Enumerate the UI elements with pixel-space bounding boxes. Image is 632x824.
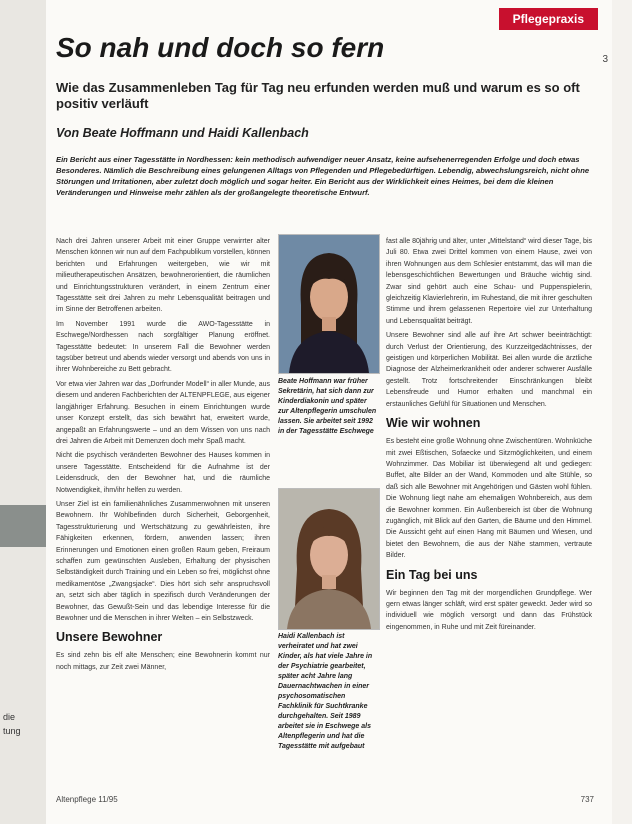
caption-hoffmann: Beate Hoffmann war früher Sekretärin, hat sich dann zur Kinderdiakonin und später zur Altenpflegerin umschulen lassen. Sie arbeitet seit 1992 in der Tagesstätte Eschwege <box>278 378 377 435</box>
heading-ein-tag-bei-uns: Ein Tag bei uns <box>386 567 478 582</box>
paragraph: Es sind zehn bis elf alte Menschen; eine Bewohnerin kommt nur noch mittags, zur Zeit zwei Männer, <box>56 652 270 671</box>
paragraph: Nicht die psychisch veränderten Bewohner des Hauses kommen in unsere Tagesstätte. Entscheidend für die Aufnahme ist der Leidensdruck, den der Bewohner hat, und die räumliche Notwendigkeit, ihm/ihr helfen zu werden. <box>56 452 270 494</box>
paragraph: Nach drei Jahren unserer Arbeit mit einer Gruppe verwirrter alter Menschen können wir nun auf dem Fachpublikum vorstellen, können berichten und Erfahrungen weitergeben, wie wir mit milieutherapeutischen Ansätzen, bewohnerorientiert, die räumlichen und Einrichtungsstrukturen verändert, in einem Zentrum einer Tagesstätte seit drei Jahren zu mehr Lebensqualität beitragen und im Sinne der Betroffenen arbeiten. <box>56 238 270 314</box>
adjacent-page-text-1: die <box>3 712 16 722</box>
page-number: 737 <box>580 795 594 804</box>
article-title: So nah und doch so fern <box>56 32 385 63</box>
paragraph: Vor etwa vier Jahren war das „Dorfrunder Modell“ in aller Munde, aus diesem und anderen Fachberichten der ALTENPFLEGE, aus eigener langjähriger Erfahrung. Besuchen in einem Einrichtungen wurde unser Konzept erstellt, das sich bewährt hat, erweitert wurde, angepaßt an Erfahrungswerte – und an dem Wissen von uns nach drei Jahren die Arbeit mit Demenzen doch mehr Spaß macht. <box>56 380 270 445</box>
paragraph: Unser Ziel ist ein familienähnliches Zusammenwohnen mit unseren Bewohnern. Ihr Wohlbefinden durch Sicherheit, Geborgenheit, Tagesstrukturierung und Wertschätzung zu gewährleisten, ihre Fähigkeiten erkennen, fördern, anwenden lassen; ihren Erinnerungen und Emotionen einen großen Raum geben, Freiraum schaffen zum gewünschten Ausleben, Erhaltung der physischen Selbständigkeit durch Training und ein Leben so frei, möglichst ohne medikamentöse „Zwangsjacke“. Dies hört sich sehr anspruchsvoll an, setzt sich aber täglich in spezifisch durch Veränderungen der Bewohner, das Gewußt-Sein und das lebendige Interesse für die Bewohner und die Menschen in ihrer Welten – ein Selbstzweck. <box>56 500 270 622</box>
caption-kallenbach: Haidi Kallenbach ist verheiratet und hat zwei Kinder, als hat viele Jahre in der Psychiatrie gearbeitet, später acht Jahre lang Dauernachtwachen in einer psychosomatischen Fachklinik für Suchtkranke durchgehalten. Seit 1989 arbeitet sie in Eschwege als Altenpflegerin und hat die Tagesstätte mit aufgebaut <box>278 633 373 750</box>
article-lead: Ein Bericht aus einer Tagesstätte in Nordhessen: kein methodisch aufwendiger neuer Ansatz, keine aufsehenerregenden Erfolge und doch etwas Besonderes. Nämlich die Beschreibung eines gelungenen Alltags von Pflegenden und Pflegebedürftigen. Lebendig, abwechslungsreich, nicht ohne Störungen und Irritationen, aber zuletzt doch möglich und sogar heiter. Ein Bericht aus der Wirklichkeit eines Heimes, bei dem die kleinen Veränderungen und Hinweise mehr zählen als der großangelegte theoretische Entwurf. <box>56 155 590 197</box>
paragraph: Es besteht eine große Wohnung ohne Zwischentüren. Wohnküche mit zwei Eßtischen, Sofaecke und Sitzmöglichkeiten, und einem Wohnzimmer. Das Mobiliar ist überwiegend alt und gediegen: Buffet, alte Bilder an der Wand, Kommoden und alte Stühle, so daß sich alle Bewohner mit Angehörigen und Gästen wohl fühlen. Die Wohnung liegt nahe am ehemaligen Wohnbereich, aus dem die Bewohner kommen. Ein Außenbereich ist über die Wohnung zugänglich, mit Blick auf den Garten, die Bäume und den Himmel. Die Aussicht geht auf einen Hang mit Bäumen und Wiesen, und bietet den Bewohnern, die aus der Nähe stammen, vertraute Bilder. <box>386 438 592 560</box>
heading-unsere-bewohner: Unsere Bewohner <box>56 630 163 645</box>
column-right <box>386 236 592 636</box>
article-subtitle: Wie das Zusammenleben Tag für Tag neu erfunden werden muß und warum es so oft positiv verläuft <box>56 80 580 111</box>
portrait-kallenbach-icon <box>279 489 379 629</box>
heading-wie-wir-wohnen: Wie wir wohnen <box>386 416 481 431</box>
paragraph: Im November 1991 wurde die AWO-Tagesstätte in Eschwege/Nordhessen nach sorgfältiger Planung eröffnet. Tagesstätte bedeutet: In unserem Fall die Bewohner werden tagsüber betreut und abends wieder versorgt und abends von uns in ihrer Wohnbereiche zu Bett gebracht. <box>56 320 270 374</box>
paragraph: Wir beginnen den Tag mit der morgendlichen Grundpflege. Wer gern etwas länger schläft, wird erst später geweckt. Jeder wird so individuell wie möglich versorgt und dann das Frühstück eingenommen, in Ruhe und mit Zeit füreinander. <box>386 589 592 631</box>
adjacent-page-text-2: tung <box>3 726 21 736</box>
paragraph: fast alle 80jährig und älter, unter „Mittelstand“ wird dieser Tage, bis Juli 80. Etwa zwei Drittel kommen von einem Hause, zwei von ihren Wohnungen aus dem Schlesier entstammt, das will man die lebensgeschichtlichen Bewertungen und Bräuche wichtig sind. Zwar sind gehört auch eine Schau- und Puppenspielerin, gleichzeitig Klavierlehrerin, im Ruhestand, die mit ihrer geschulten Stimme und ihrem gelassenen Repertoire viel zur Unterhaltung und Lebensqualität beiträgt. <box>386 238 592 325</box>
paragraph: Unsere Bewohner sind alle auf ihre Art schwer beeinträchtigt: durch Verlust der Orientierung, des Kurzzeitgedächtnisses, der geistigen und körperlichen Mobilität. Bei allen wurde die ärztliche Diagnose der Alzheimerkrankheit oder anderer schwerer Ausfälle gestellt. Trotz fortschreitender Einschränkungen bleibt Lebensfreude und Humor erhalten und manchmal ein erstaunliches Gefühl für Situationen und Menschen. <box>386 332 592 408</box>
column-left <box>56 236 270 676</box>
portrait-hoffmann-icon <box>279 235 379 373</box>
footer-publication: Altenpflege 11/95 <box>56 795 118 804</box>
edge-number: 3 <box>602 54 608 65</box>
magazine-page <box>46 0 612 824</box>
section-label: Pflegepraxis <box>499 8 598 30</box>
portrait-photo-hoffmann <box>278 234 380 374</box>
article-byline: Von Beate Hoffmann und Haidi Kallenbach <box>56 126 309 140</box>
adjacent-page-strip <box>0 0 46 824</box>
adjacent-page-image <box>0 505 46 547</box>
portrait-photo-kallenbach <box>278 488 380 630</box>
